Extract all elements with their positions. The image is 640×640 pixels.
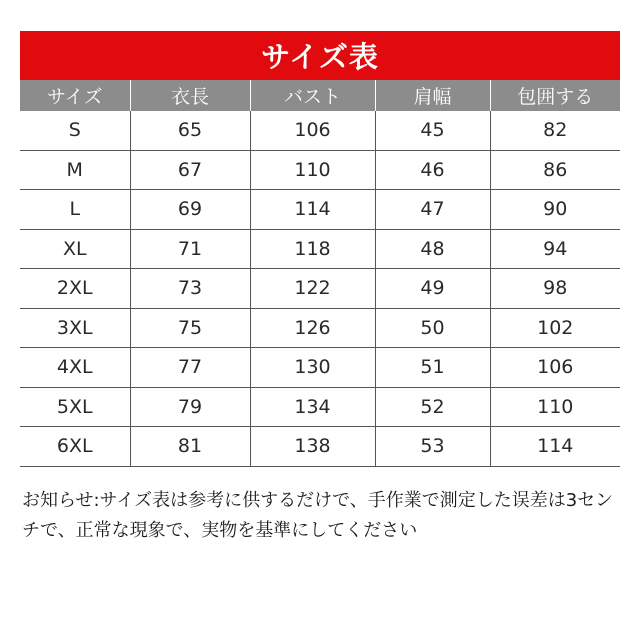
cell-size: 3XL [20, 308, 130, 348]
cell-circumference: 90 [490, 190, 620, 230]
cell-length: 81 [130, 427, 250, 467]
size-chart-title: サイズ表 [20, 31, 620, 80]
header-shoulder: 肩幅 [375, 80, 490, 111]
cell-size: 2XL [20, 269, 130, 309]
table-row [20, 348, 620, 388]
cell-size: 4XL [20, 348, 130, 388]
cell-bust: 122 [250, 269, 375, 309]
cell-circumference: 102 [490, 308, 620, 348]
cell-size: L [20, 190, 130, 230]
cell-size: XL [20, 229, 130, 269]
cell-size: S [20, 111, 130, 150]
cell-shoulder: 51 [375, 348, 490, 388]
cell-shoulder: 45 [375, 111, 490, 150]
cell-shoulder: 53 [375, 427, 490, 467]
table-row [20, 387, 620, 427]
header-circumference: 包囲する [490, 80, 620, 111]
cell-circumference: 94 [490, 229, 620, 269]
cell-bust: 126 [250, 308, 375, 348]
table-row [20, 308, 620, 348]
cell-shoulder: 47 [375, 190, 490, 230]
table-row [20, 111, 620, 150]
table-row [20, 269, 620, 309]
cell-circumference: 98 [490, 269, 620, 309]
header-bust: バスト [250, 80, 375, 111]
cell-bust: 138 [250, 427, 375, 467]
table-row [20, 190, 620, 230]
cell-circumference: 86 [490, 150, 620, 190]
cell-bust: 134 [250, 387, 375, 427]
cell-size: 6XL [20, 427, 130, 467]
cell-bust: 118 [250, 229, 375, 269]
cell-length: 69 [130, 190, 250, 230]
table-header-row [20, 80, 620, 111]
cell-circumference: 114 [490, 427, 620, 467]
table-row [20, 229, 620, 269]
cell-bust: 130 [250, 348, 375, 388]
size-table [20, 80, 620, 467]
cell-length: 65 [130, 111, 250, 150]
cell-circumference: 82 [490, 111, 620, 150]
table-row [20, 150, 620, 190]
cell-shoulder: 50 [375, 308, 490, 348]
cell-length: 77 [130, 348, 250, 388]
cell-shoulder: 46 [375, 150, 490, 190]
cell-size: 5XL [20, 387, 130, 427]
header-size: サイズ [20, 80, 130, 111]
cell-length: 67 [130, 150, 250, 190]
table-row [20, 427, 620, 467]
cell-length: 79 [130, 387, 250, 427]
cell-length: 71 [130, 229, 250, 269]
cell-circumference: 110 [490, 387, 620, 427]
cell-bust: 114 [250, 190, 375, 230]
cell-length: 73 [130, 269, 250, 309]
cell-shoulder: 48 [375, 229, 490, 269]
cell-bust: 106 [250, 111, 375, 150]
cell-shoulder: 49 [375, 269, 490, 309]
measurement-notice: お知らせ:サイズ表は参考に供するだけで、手作業で測定した误差は3センチで、正常な現象で、実物を基準にしてください [22, 490, 614, 541]
cell-length: 75 [130, 308, 250, 348]
cell-bust: 110 [250, 150, 375, 190]
cell-size: M [20, 150, 130, 190]
cell-circumference: 106 [490, 348, 620, 388]
header-length: 衣長 [130, 80, 250, 111]
cell-shoulder: 52 [375, 387, 490, 427]
